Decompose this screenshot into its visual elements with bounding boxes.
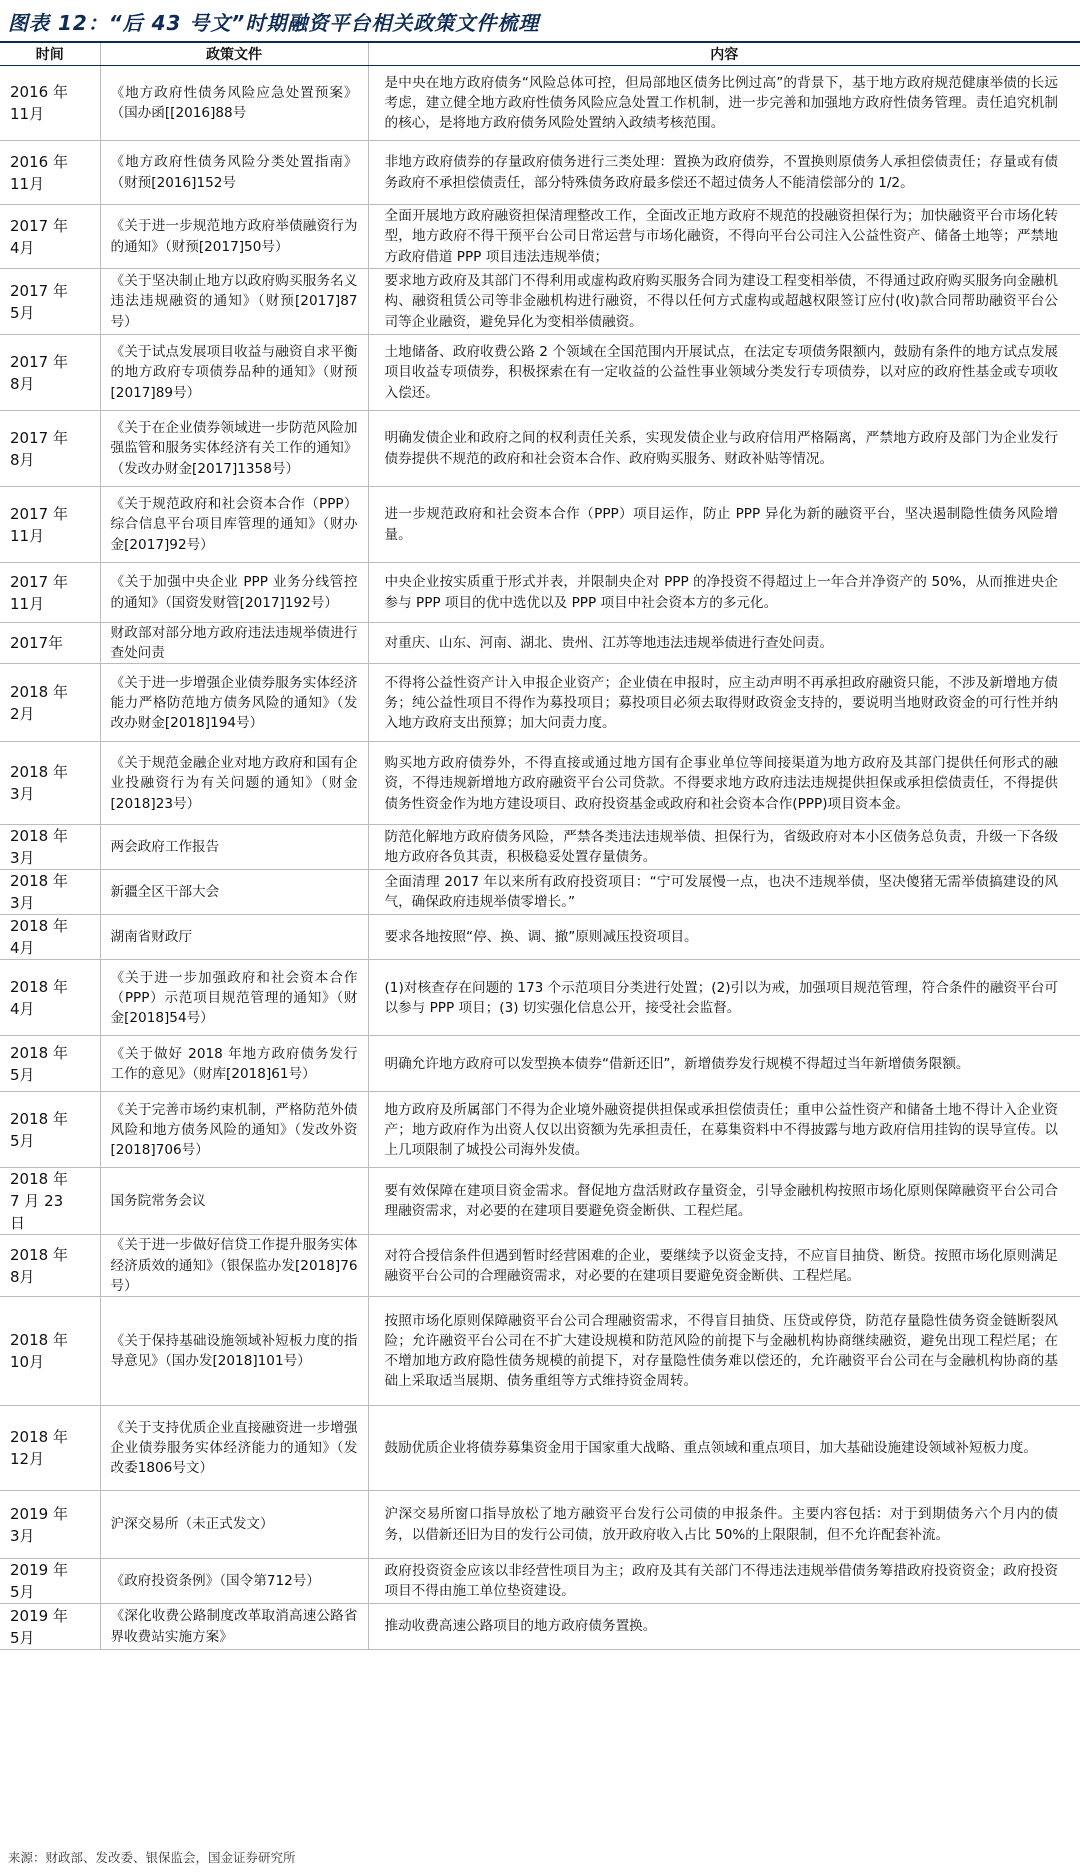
row-doc: 《关于规范政府和社会资本合作（PPP）综合信息平台项目库管理的通知》（财办金[2017]92号） — [100, 487, 368, 563]
row-time: 2018 年 12月 — [0, 1406, 100, 1491]
row-content: 明确允许地方政府可以发型换本债券“借新还旧”，新增债券发行规模不得超过当年新增债务限额。 — [368, 1036, 1080, 1092]
row-doc: 新疆全区干部大会 — [100, 870, 368, 915]
row-content: 鼓励优质企业将债券募集资金用于国家重大战略、重点领域和重点项目，加大基础设施建设领域补短板力度。 — [368, 1406, 1080, 1491]
row-content: 中央企业按实质重于形式并表，并限制央企对 PPP 的净投资不得超过上一年合并净资产的 50%，从而推进央企参与 PPP 项目的优中选优以及 PPP 项目中社会资本方的多元化。 — [368, 563, 1080, 623]
table-row — [0, 742, 1080, 825]
table-row — [0, 141, 1080, 205]
row-doc: 《关于规范金融企业对地方政府和国有企业投融资行为有关问题的通知》（财金[2018]23号） — [100, 742, 368, 825]
table-row — [0, 1491, 1080, 1559]
row-time: 2018 年 4月 — [0, 960, 100, 1036]
row-time: 2018 年 3月 — [0, 742, 100, 825]
table-body — [0, 66, 1080, 1650]
table-row — [0, 623, 1080, 664]
row-content: 要求各地按照“停、换、调、撤”原则减压投资项目。 — [368, 915, 1080, 960]
row-doc: 《关于完善市场约束机制，严格防范外债风险和地方债务风险的通知》（发改外资[2018]706号） — [100, 1092, 368, 1168]
table-header-row — [0, 43, 1080, 66]
row-content: 不得将公益性资产计入申报企业资产；企业债在申报时，应主动声明不再承担政府融资只能，不涉及新增地方债务；纯公益性项目不得作为募投项目；募投项目必须去取得财政资金支持的，要说明当地财政资金的可行性并纳入地方政府支出预算；加大问责力度。 — [368, 664, 1080, 742]
row-content: 对重庆、山东、河南、湖北、贵州、江苏等地违法违规举债进行查处问责。 — [368, 623, 1080, 664]
row-content: 进一步规范政府和社会资本合作（PPP）项目运作，防止 PPP 异化为新的融资平台，坚决遏制隐性债务风险增量。 — [368, 487, 1080, 563]
row-time: 2017 年 5月 — [0, 269, 100, 335]
table-row — [0, 1168, 1080, 1235]
row-time: 2018 年 3月 — [0, 825, 100, 870]
row-time: 2016 年 11月 — [0, 141, 100, 205]
row-content: 要有效保障在建项目资金需求。督促地方盘活财政存量资金，引导金融机构按照市场化原则保障融资平台公司合理融资需求，对必要的在建项目要避免资金断供、工程烂尾。 — [368, 1168, 1080, 1235]
row-doc: 《关于保持基础设施领域补短板力度的指导意见》（国办发[2018]101号） — [100, 1297, 368, 1406]
table-row — [0, 411, 1080, 487]
row-doc: 湖南省财政厅 — [100, 915, 368, 960]
table-row — [0, 825, 1080, 870]
figure-title: 图表 12：“后 43 号文”时期融资平台相关政策文件梳理 — [8, 11, 540, 35]
row-time: 2018 年 2月 — [0, 664, 100, 742]
row-time: 2019 年 3月 — [0, 1491, 100, 1559]
row-doc: 《关于坚决制止地方以政府购买服务名义违法违规融资的通知》（财预[2017]87号） — [100, 269, 368, 335]
table-row — [0, 205, 1080, 269]
row-content: 对符合授信条件但遇到暂时经营困难的企业，要继续予以资金支持，不应盲目抽贷、断贷。按照市场化原则满足融资平台公司的合理融资需求，对必要的在建项目要避免资金断供、工程烂尾。 — [368, 1235, 1080, 1297]
row-doc: 《地方政府性债务风险分类处置指南》（财预[2016]152号 — [100, 141, 368, 205]
header-doc: 政策文件 — [100, 43, 368, 66]
row-doc: 《关于进一步加强政府和社会资本合作（PPP）示范项目规范管理的通知》（财金[2018]54号） — [100, 960, 368, 1036]
row-doc: 《关于支持优质企业直接融资进一步增强企业债券服务实体经济能力的通知》（发改委1806号文） — [100, 1406, 368, 1491]
header-time: 时间 — [0, 43, 100, 66]
row-doc: 《关于做好 2018 年地方政府债务发行工作的意见》（财库[2018]61号） — [100, 1036, 368, 1092]
row-content: 政府投资资金应该以非经营性项目为主；政府及其有关部门不得违法违规举借债务筹措政府投资资金；政府投资项目不得由施工单位垫资建设。 — [368, 1559, 1080, 1604]
row-doc: 《政府投资条例》（国令第712号） — [100, 1559, 368, 1604]
table-row — [0, 1297, 1080, 1406]
row-time: 2017 年 11月 — [0, 487, 100, 563]
row-doc: 《关于加强中央企业 PPP 业务分线管控的通知》（国资发财管[2017]192号） — [100, 563, 368, 623]
table-row — [0, 870, 1080, 915]
table-row — [0, 335, 1080, 411]
row-content: 明确发债企业和政府之间的权利责任关系，实现发债企业与政府信用严格隔离，严禁地方政府及部门为企业发行债券提供不规范的政府和社会资本合作、政府购买服务、财政补贴等情况。 — [368, 411, 1080, 487]
table-row — [0, 1036, 1080, 1092]
row-content: 购买地方政府债券外，不得直接或通过地方国有企事业单位等间接渠道为地方政府及其部门提供任何形式的融资，不得违规新增地方政府融资平台公司贷款。不得要求地方政府违法违规提供担保或承担偿债责任，不得提供债务性资金作为地方建设项目、政府投资基金或政府和社会资本合作(PPP)项目资本金。 — [368, 742, 1080, 825]
row-doc: 国务院常务会议 — [100, 1168, 368, 1235]
row-content: 推动收费高速公路项目的地方政府债务置换。 — [368, 1604, 1080, 1650]
row-content: 要求地方政府及其部门不得利用或虚构政府购买服务合同为建设工程变相举债，不得通过政府购买服务向金融机构、融资租赁公司等非金融机构进行融资，不得以任何方式虚构或超越权限签订应付(收)款合同帮助融资平台公司等企业融资，避免异化为变相举债融资。 — [368, 269, 1080, 335]
row-content: 按照市场化原则保障融资平台公司合理融资需求，不得盲目抽贷、压贷或停贷，防范存量隐性债务资金链断裂风险；允许融资平台公司在不扩大建设规模和防范风险的前提下与金融机构协商继续融资，避免出现工程烂尾；在不增加地方政府隐性债务规模的前提下，对存量隐性债务难以偿还的，允许融资平台公司在与金融机构协商的基础上采取适当展期、债务重组等方式维持资金周转。 — [368, 1297, 1080, 1406]
table-row — [0, 1092, 1080, 1168]
row-time: 2017年 — [0, 623, 100, 664]
row-content: 防范化解地方政府债务风险，严禁各类违法违规举债、担保行为，省级政府对本小区债务总负责，升级一下各级地方政府各负其责，积极稳妥处置存量债务。 — [368, 825, 1080, 870]
row-doc: 两会政府工作报告 — [100, 825, 368, 870]
row-content: (1)对核查存在问题的 173 个示范项目分类进行处置；(2)引以为戒，加强项目规范管理，符合条件的融资平台可以参与 PPP 项目；(3) 切实强化信息公开，接受社会监督。 — [368, 960, 1080, 1036]
row-doc: 沪深交易所（未正式发文） — [100, 1491, 368, 1559]
row-doc: 《关于进一步增强企业债券服务实体经济能力严格防范地方债务风险的通知》（发改办财金[2018]194号） — [100, 664, 368, 742]
row-doc: 《关于进一步规范地方政府举债融资行为的通知》（财预[2017]50号） — [100, 205, 368, 269]
row-doc: 《深化收费公路制度改革取消高速公路省界收费站实施方案》 — [100, 1604, 368, 1650]
row-content: 地方政府及所属部门不得为企业境外融资提供担保或承担偿债责任；重申公益性资产和储备土地不得计入企业资产；地方政府作为出资人仅以出资额为先承担责任，在募集资料中不得披露与地方政府信用挂钩的误导宣传。以上几项限制了城投公司海外发债。 — [368, 1092, 1080, 1168]
row-time: 2017 年 8月 — [0, 411, 100, 487]
row-time: 2019 年 5月 — [0, 1559, 100, 1604]
row-doc: 《关于进一步做好信贷工作提升服务实体经济质效的通知》（银保监办发[2018]76号） — [100, 1235, 368, 1297]
table-row — [0, 1235, 1080, 1297]
row-doc: 财政部对部分地方政府违法违规举债进行查处问责 — [100, 623, 368, 664]
row-time: 2017 年 4月 — [0, 205, 100, 269]
row-content: 非地方政府债券的存量政府债务进行三类处理：置换为政府债券，不置换则原债务人承担偿债责任；存量或有债务政府不承担偿债责任，部分特殊债务政府最多偿还不超过债务人不能清偿部分的 1/2。 — [368, 141, 1080, 205]
row-time: 2019 年 5月 — [0, 1604, 100, 1650]
table-row — [0, 66, 1080, 141]
row-time: 2017 年 11月 — [0, 563, 100, 623]
table-row — [0, 487, 1080, 563]
row-time: 2018 年 3月 — [0, 870, 100, 915]
row-time: 2017 年 8月 — [0, 335, 100, 411]
row-content: 全面开展地方政府融资担保清理整改工作，全面改正地方政府不规范的投融资担保行为；加快融资平台市场化转型，地方政府不得干预平台公司日常运营与市场化融资，不得向平台公司注入公益性资产、储备土地等；严禁地方政府借道 PPP 项目违法违规举债； — [368, 205, 1080, 269]
table-row — [0, 1604, 1080, 1650]
policy-table — [0, 43, 1080, 1650]
row-time: 2018 年 4月 — [0, 915, 100, 960]
table-row — [0, 563, 1080, 623]
table-row — [0, 1559, 1080, 1604]
row-doc: 《关于试点发展项目收益与融资自求平衡的地方政府专项债券品种的通知》（财预[2017]89号） — [100, 335, 368, 411]
table-row — [0, 664, 1080, 742]
row-doc: 《关于在企业债券领域进一步防范风险加强监管和服务实体经济有关工作的通知》（发改办财金[2017]1358号） — [100, 411, 368, 487]
row-content: 沪深交易所窗口指导放松了地方融资平台发行公司债的申报条件。主要内容包括：对于到期债务六个月内的债务，以借新还旧为目的发行公司债，放开政府收入占比 50%的上限限制，但不允许配套补流。 — [368, 1491, 1080, 1559]
row-doc: 《地方政府性债务风险应急处置预案》（国办函[[2016]88号 — [100, 66, 368, 141]
row-time: 2018 年 8月 — [0, 1235, 100, 1297]
table-row — [0, 915, 1080, 960]
row-time: 2018 年 10月 — [0, 1297, 100, 1406]
row-content: 土地储备、政府收费公路 2 个领域在全国范围内开展试点，在法定专项债务限额内，鼓励有条件的地方试点发展项目收益专项债券，积极探索在有一定收益的公益性事业领域分类发行专项债券，以对应的政府性基金或专项收入偿还。 — [368, 335, 1080, 411]
row-content: 全面清理 2017 年以来所有政府投资项目：“宁可发展慢一点，也决不违规举债，坚决傻猪无需举债搞建设的风气，确保政府违规举债零增长。” — [368, 870, 1080, 915]
row-content: 是中央在地方政府债务“风险总体可控，但局部地区债务比例过高”的背景下，基于地方政府规范健康举债的长远考虑，建立健全地方政府性债务风险应急处置工作机制，进一步完善和加强地方政府性债务管理。责任追究机制的核心，是将地方政府债务风险处置纳入政绩考核范围。 — [368, 66, 1080, 141]
table-row — [0, 1406, 1080, 1491]
row-time: 2018 年 5月 — [0, 1092, 100, 1168]
row-time: 2018 年 5月 — [0, 1036, 100, 1092]
table-row — [0, 960, 1080, 1036]
row-time: 2018 年 7 月 23 日 — [0, 1168, 100, 1235]
source-note: 来源：财政部、发改委、银保监会，国金证券研究所 — [8, 1850, 296, 1865]
row-time: 2016 年 11月 — [0, 66, 100, 141]
table-row — [0, 269, 1080, 335]
header-content: 内容 — [368, 43, 1080, 66]
